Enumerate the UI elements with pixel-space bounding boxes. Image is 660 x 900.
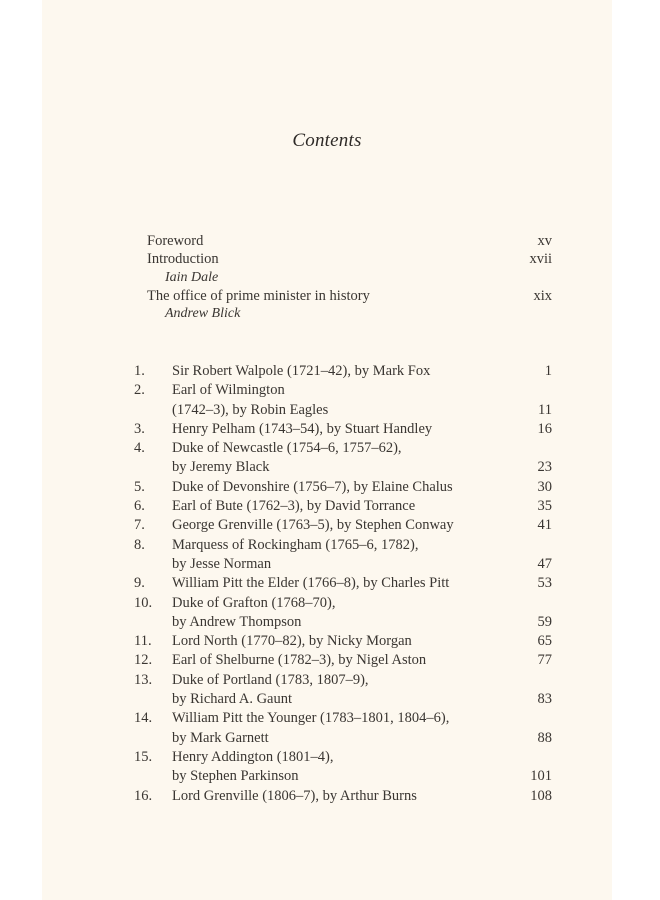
page-number: 23 bbox=[537, 459, 552, 476]
front-matter-item bbox=[147, 232, 552, 250]
entry-author: Iain Dale bbox=[165, 269, 219, 285]
page-number: 11 bbox=[538, 401, 552, 418]
chapter-entry bbox=[134, 748, 552, 787]
chapter-number: 4. bbox=[134, 440, 145, 457]
chapter-number: 13. bbox=[134, 671, 153, 688]
chapter-entry bbox=[134, 651, 552, 670]
page-number: 65 bbox=[537, 633, 552, 650]
chapter-title-line: Earl of Wilmington bbox=[172, 382, 285, 399]
chapter-title-line: by Stephen Parkinson bbox=[172, 768, 299, 785]
chapter-title-line: Duke of Newcastle (1754–6, 1757–62), bbox=[172, 440, 402, 457]
chapter-entry bbox=[134, 381, 552, 420]
chapter-entry bbox=[134, 709, 552, 748]
chapter-number: 5. bbox=[134, 478, 145, 495]
chapter-number: 16. bbox=[134, 787, 153, 804]
chapter-title-line: Earl of Shelburne (1782–3), by Nigel Aston bbox=[172, 652, 427, 669]
chapter-title-line: by Andrew Thompson bbox=[172, 613, 302, 630]
page-number: xix bbox=[533, 287, 552, 304]
chapter-entry bbox=[134, 439, 552, 478]
entry-title: The office of prime minister in history bbox=[147, 287, 370, 304]
chapter-number: 3. bbox=[134, 420, 145, 437]
page-number: 108 bbox=[530, 787, 552, 804]
page-number: 30 bbox=[537, 478, 552, 495]
page-number: 83 bbox=[537, 691, 552, 708]
chapter-title-line: Lord Grenville (1806–7), by Arthur Burns bbox=[172, 787, 417, 804]
chapter-number: 11. bbox=[134, 633, 152, 650]
chapter-number: 14. bbox=[134, 710, 153, 727]
chapter-entry bbox=[134, 420, 552, 439]
chapter-title-line: George Grenville (1763–5), by Stephen Conway bbox=[172, 517, 454, 534]
chapter-entry bbox=[134, 671, 552, 710]
entry-title: Introduction bbox=[147, 251, 219, 268]
page-number: 1 bbox=[544, 363, 552, 379]
book-page bbox=[42, 0, 612, 900]
page-number: 16 bbox=[537, 420, 552, 437]
chapter-title-line: Henry Addington (1801–4), bbox=[172, 748, 334, 765]
chapter-title-line: Duke of Portland (1783, 1807–9), bbox=[172, 671, 369, 688]
page-number: xvii bbox=[529, 251, 552, 268]
page-number: 35 bbox=[537, 498, 552, 515]
chapter-entry bbox=[134, 787, 552, 806]
chapter-entry bbox=[134, 574, 552, 593]
page-number: xv bbox=[537, 233, 552, 249]
chapter-entry bbox=[134, 497, 552, 516]
chapter-number: 10. bbox=[134, 594, 153, 611]
chapter-title-line: Duke of Devonshire (1756–7), by Elaine Chalus bbox=[172, 478, 453, 495]
chapter-number: 6. bbox=[134, 498, 145, 515]
chapter-title-line: by Jesse Norman bbox=[172, 555, 272, 572]
chapter-title-line: Duke of Grafton (1768–70), bbox=[172, 594, 336, 611]
chapter-entry bbox=[134, 362, 552, 381]
front-matter-list bbox=[147, 232, 552, 323]
page-number: 101 bbox=[530, 768, 552, 785]
entry-title: Foreword bbox=[147, 233, 204, 249]
page-number: 88 bbox=[537, 729, 552, 746]
chapter-number: 2. bbox=[134, 382, 145, 399]
chapter-title-line: Marquess of Rockingham (1765–6, 1782), bbox=[172, 536, 419, 553]
chapter-list bbox=[134, 362, 552, 806]
entry-author: Andrew Blick bbox=[165, 306, 241, 322]
chapter-entry bbox=[134, 536, 552, 575]
chapter-title-line: William Pitt the Younger (1783–1801, 1804–6), bbox=[172, 710, 450, 727]
front-matter-item bbox=[147, 287, 552, 305]
chapter-number: 15. bbox=[134, 748, 153, 765]
chapter-title-line: Lord North (1770–82), by Nicky Morgan bbox=[172, 633, 412, 650]
chapter-title-line: (1742–3), by Robin Eagles bbox=[172, 401, 329, 418]
chapter-number: 9. bbox=[134, 575, 145, 592]
page-number: 77 bbox=[537, 652, 552, 669]
chapter-title-line: William Pitt the Elder (1766–8), by Charles Pitt bbox=[172, 575, 450, 592]
chapter-entry bbox=[134, 516, 552, 535]
page-title: Contents bbox=[292, 130, 362, 151]
chapter-title-line: Henry Pelham (1743–54), by Stuart Handley bbox=[172, 420, 433, 437]
chapter-entry bbox=[134, 478, 552, 497]
chapter-title-line: by Jeremy Black bbox=[172, 459, 270, 476]
chapter-number: 12. bbox=[134, 652, 153, 669]
chapter-title-line: by Mark Garnett bbox=[172, 729, 269, 746]
chapter-number: 1. bbox=[134, 363, 145, 379]
chapter-title-line: by Richard A. Gaunt bbox=[172, 691, 293, 708]
chapter-number: 7. bbox=[134, 517, 145, 534]
chapter-entry bbox=[134, 632, 552, 651]
page-number: 59 bbox=[537, 613, 552, 630]
front-matter-item bbox=[147, 250, 552, 268]
chapter-title-line: Sir Robert Walpole (1721–42), by Mark Fox bbox=[172, 363, 431, 379]
chapter-entry bbox=[134, 594, 552, 633]
chapter-title-line: Earl of Bute (1762–3), by David Torrance bbox=[172, 498, 416, 515]
chapter-number: 8. bbox=[134, 536, 145, 553]
page-number: 53 bbox=[537, 575, 552, 592]
page-number: 41 bbox=[537, 517, 552, 534]
page-number: 47 bbox=[537, 555, 552, 572]
